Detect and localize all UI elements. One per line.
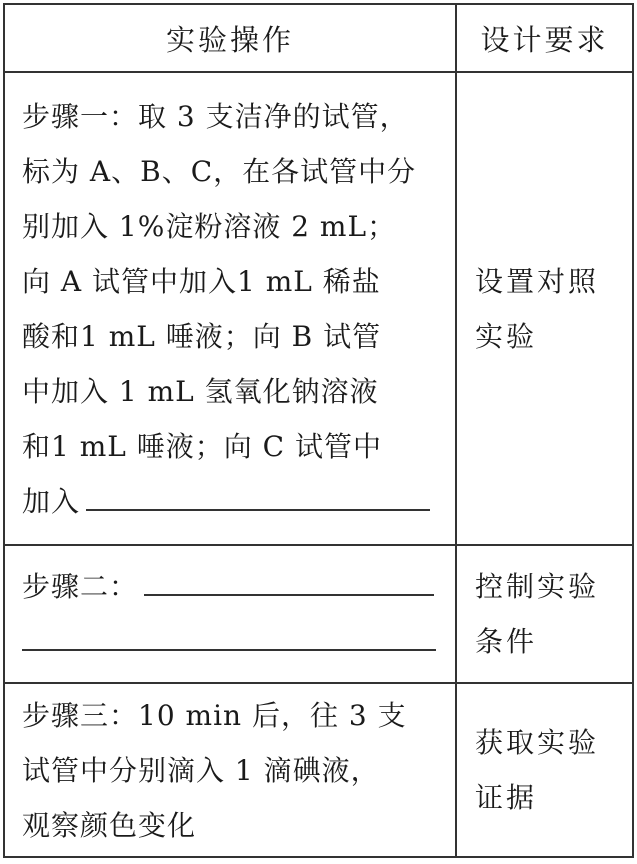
step1-line-1: 步骤一：取 3 支洁净的试管， bbox=[22, 99, 409, 133]
step1-operation-cell bbox=[4, 72, 456, 545]
step3-line-1: 步骤三：10 min 后，往 3 支 bbox=[22, 698, 407, 732]
step3-req-line-1: 获取实验 bbox=[475, 726, 600, 759]
answer-blank-step1[interactable] bbox=[86, 479, 430, 510]
step1-req-line-1: 设置对照 bbox=[475, 264, 600, 298]
answer-blank-step2a[interactable] bbox=[144, 565, 434, 596]
header-operation: 实验操作 bbox=[4, 4, 456, 72]
step1-line-7: 和1 mL 唾液；向 C 试管中 bbox=[22, 429, 382, 463]
step3-line-2: 试管中分别滴入 1 滴碘液， bbox=[22, 753, 380, 787]
table-row-step2 bbox=[4, 545, 633, 683]
step2-req-line-1: 控制实验 bbox=[475, 570, 600, 603]
step1-line-8-text: 加入 bbox=[22, 484, 81, 518]
step3-operation-cell bbox=[4, 683, 456, 857]
step2-req-line-2: 条件 bbox=[475, 625, 538, 658]
experiment-table bbox=[3, 3, 634, 858]
step1-requirement-cell bbox=[456, 72, 633, 545]
step2-line-1-text: 步骤二： bbox=[22, 570, 139, 603]
step1-line-8 bbox=[22, 474, 443, 529]
step2-requirement-cell bbox=[456, 545, 633, 683]
step1-req-line-2: 实验 bbox=[475, 319, 538, 353]
step1-line-3: 别加入 1%淀粉溶液 2 mL； bbox=[22, 209, 397, 243]
table-row-step3 bbox=[4, 683, 633, 857]
step2-line-2 bbox=[22, 614, 443, 669]
step1-line-5: 酸和1 mL 唾液；向 B 试管 bbox=[22, 319, 382, 353]
table-header-row bbox=[4, 4, 633, 72]
step1-line-4: 向 A 试管中加入1 mL 稀盐 bbox=[22, 264, 381, 298]
step2-operation-cell bbox=[4, 545, 456, 683]
header-requirement: 设计要求 bbox=[456, 4, 633, 72]
step1-line-2: 标为 A、B、C，在各试管中分 bbox=[22, 154, 417, 188]
answer-blank-step2b[interactable] bbox=[22, 620, 436, 651]
step1-line-6: 中加入 1 mL 氢氧化钠溶液 bbox=[22, 374, 379, 408]
step3-req-line-2: 证据 bbox=[475, 781, 538, 814]
step3-requirement-cell bbox=[456, 683, 633, 857]
table-row-step1 bbox=[4, 72, 633, 545]
step2-line-1 bbox=[22, 559, 443, 614]
step3-line-3: 观察颜色变化 bbox=[22, 808, 197, 842]
